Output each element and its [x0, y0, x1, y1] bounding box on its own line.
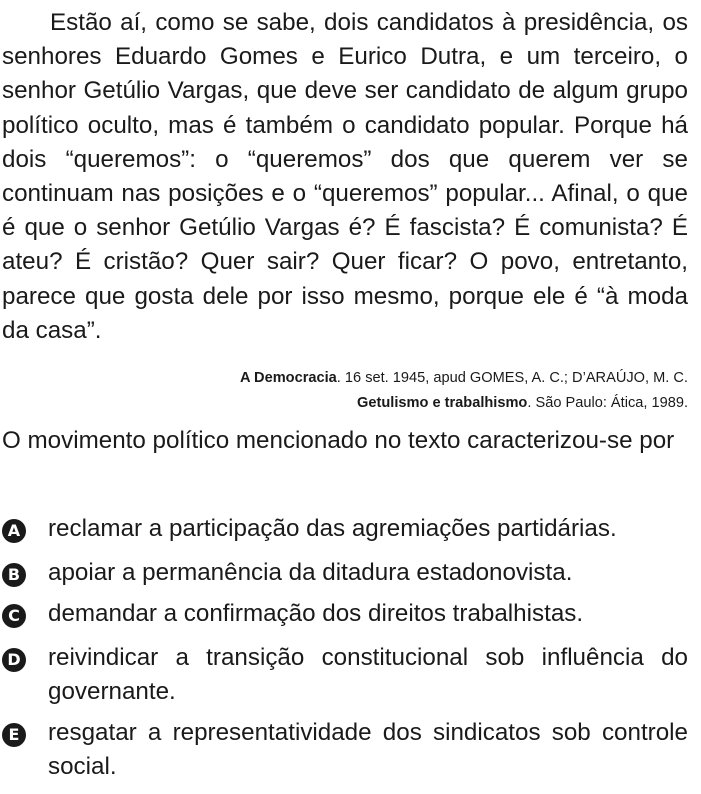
option-letter-badge: C	[2, 604, 26, 628]
passage-text	[2, 6, 688, 348]
option-text: resgatar a representatividade dos sindicatos sob controle social.	[48, 719, 688, 780]
passage-line: popular... Afinal, o que é que o senhor Getúlio Vargas é?	[2, 180, 688, 242]
passage-line: os senhores Eduardo Gomes e Eurico Dutra, e um terceiro,	[2, 9, 688, 71]
option-letter-badge: A	[2, 519, 26, 543]
option-text: apoiar a permanência da ditadura estadonovista.	[48, 559, 573, 586]
option-text: reivindicar a transição constitucional sob influência do governante.	[48, 644, 688, 705]
citation-publisher: . São Paulo: Ática, 1989.	[527, 395, 688, 411]
question-stem: O movimento político mencionado no texto caracterizou-se por	[2, 427, 675, 454]
passage-line: Porque há dois “queremos”: o “queremos” dos que	[2, 111, 688, 173]
citation-source-title: A Democracia	[239, 370, 337, 386]
option-letter-badge: D	[2, 648, 26, 672]
citation-source-details: . 16 set. 1945, apud GOMES, A. C.; D’ARAÚJO, M. C.	[336, 370, 688, 386]
passage-line: querem ver se continuam nas posições e o “queremos”	[2, 145, 688, 208]
passage-line: o senhor Getúlio Vargas, que deve ser candidato de algum	[2, 43, 688, 105]
source-citation	[28, 366, 688, 416]
passage-line: É fascista? É comunista? É ateu? É cristão? Quer sair?	[2, 214, 688, 276]
option-letter-badge: B	[2, 563, 26, 587]
option-text: reclamar a participação das agremiações partidárias.	[48, 515, 617, 542]
passage-line: por isso mesmo, porque ele é “à moda da casa”.	[2, 282, 688, 344]
option-letter-badge: E	[2, 723, 26, 747]
passage-line: grupo político oculto, mas é também o candidato popular.	[2, 77, 688, 139]
citation-book-title: Getulismo e trabalhismo	[357, 395, 528, 411]
passage-line: Estão aí, como se sabe, dois candidatos à presidência,	[50, 9, 655, 36]
citation-line-2	[28, 391, 688, 416]
option-text: demandar a confirmação dos direitos trabalhistas.	[48, 600, 584, 627]
passage-line: Quer ficar? O povo, entretanto, parece que gosta dele	[2, 248, 688, 310]
citation-line-1	[28, 366, 688, 391]
